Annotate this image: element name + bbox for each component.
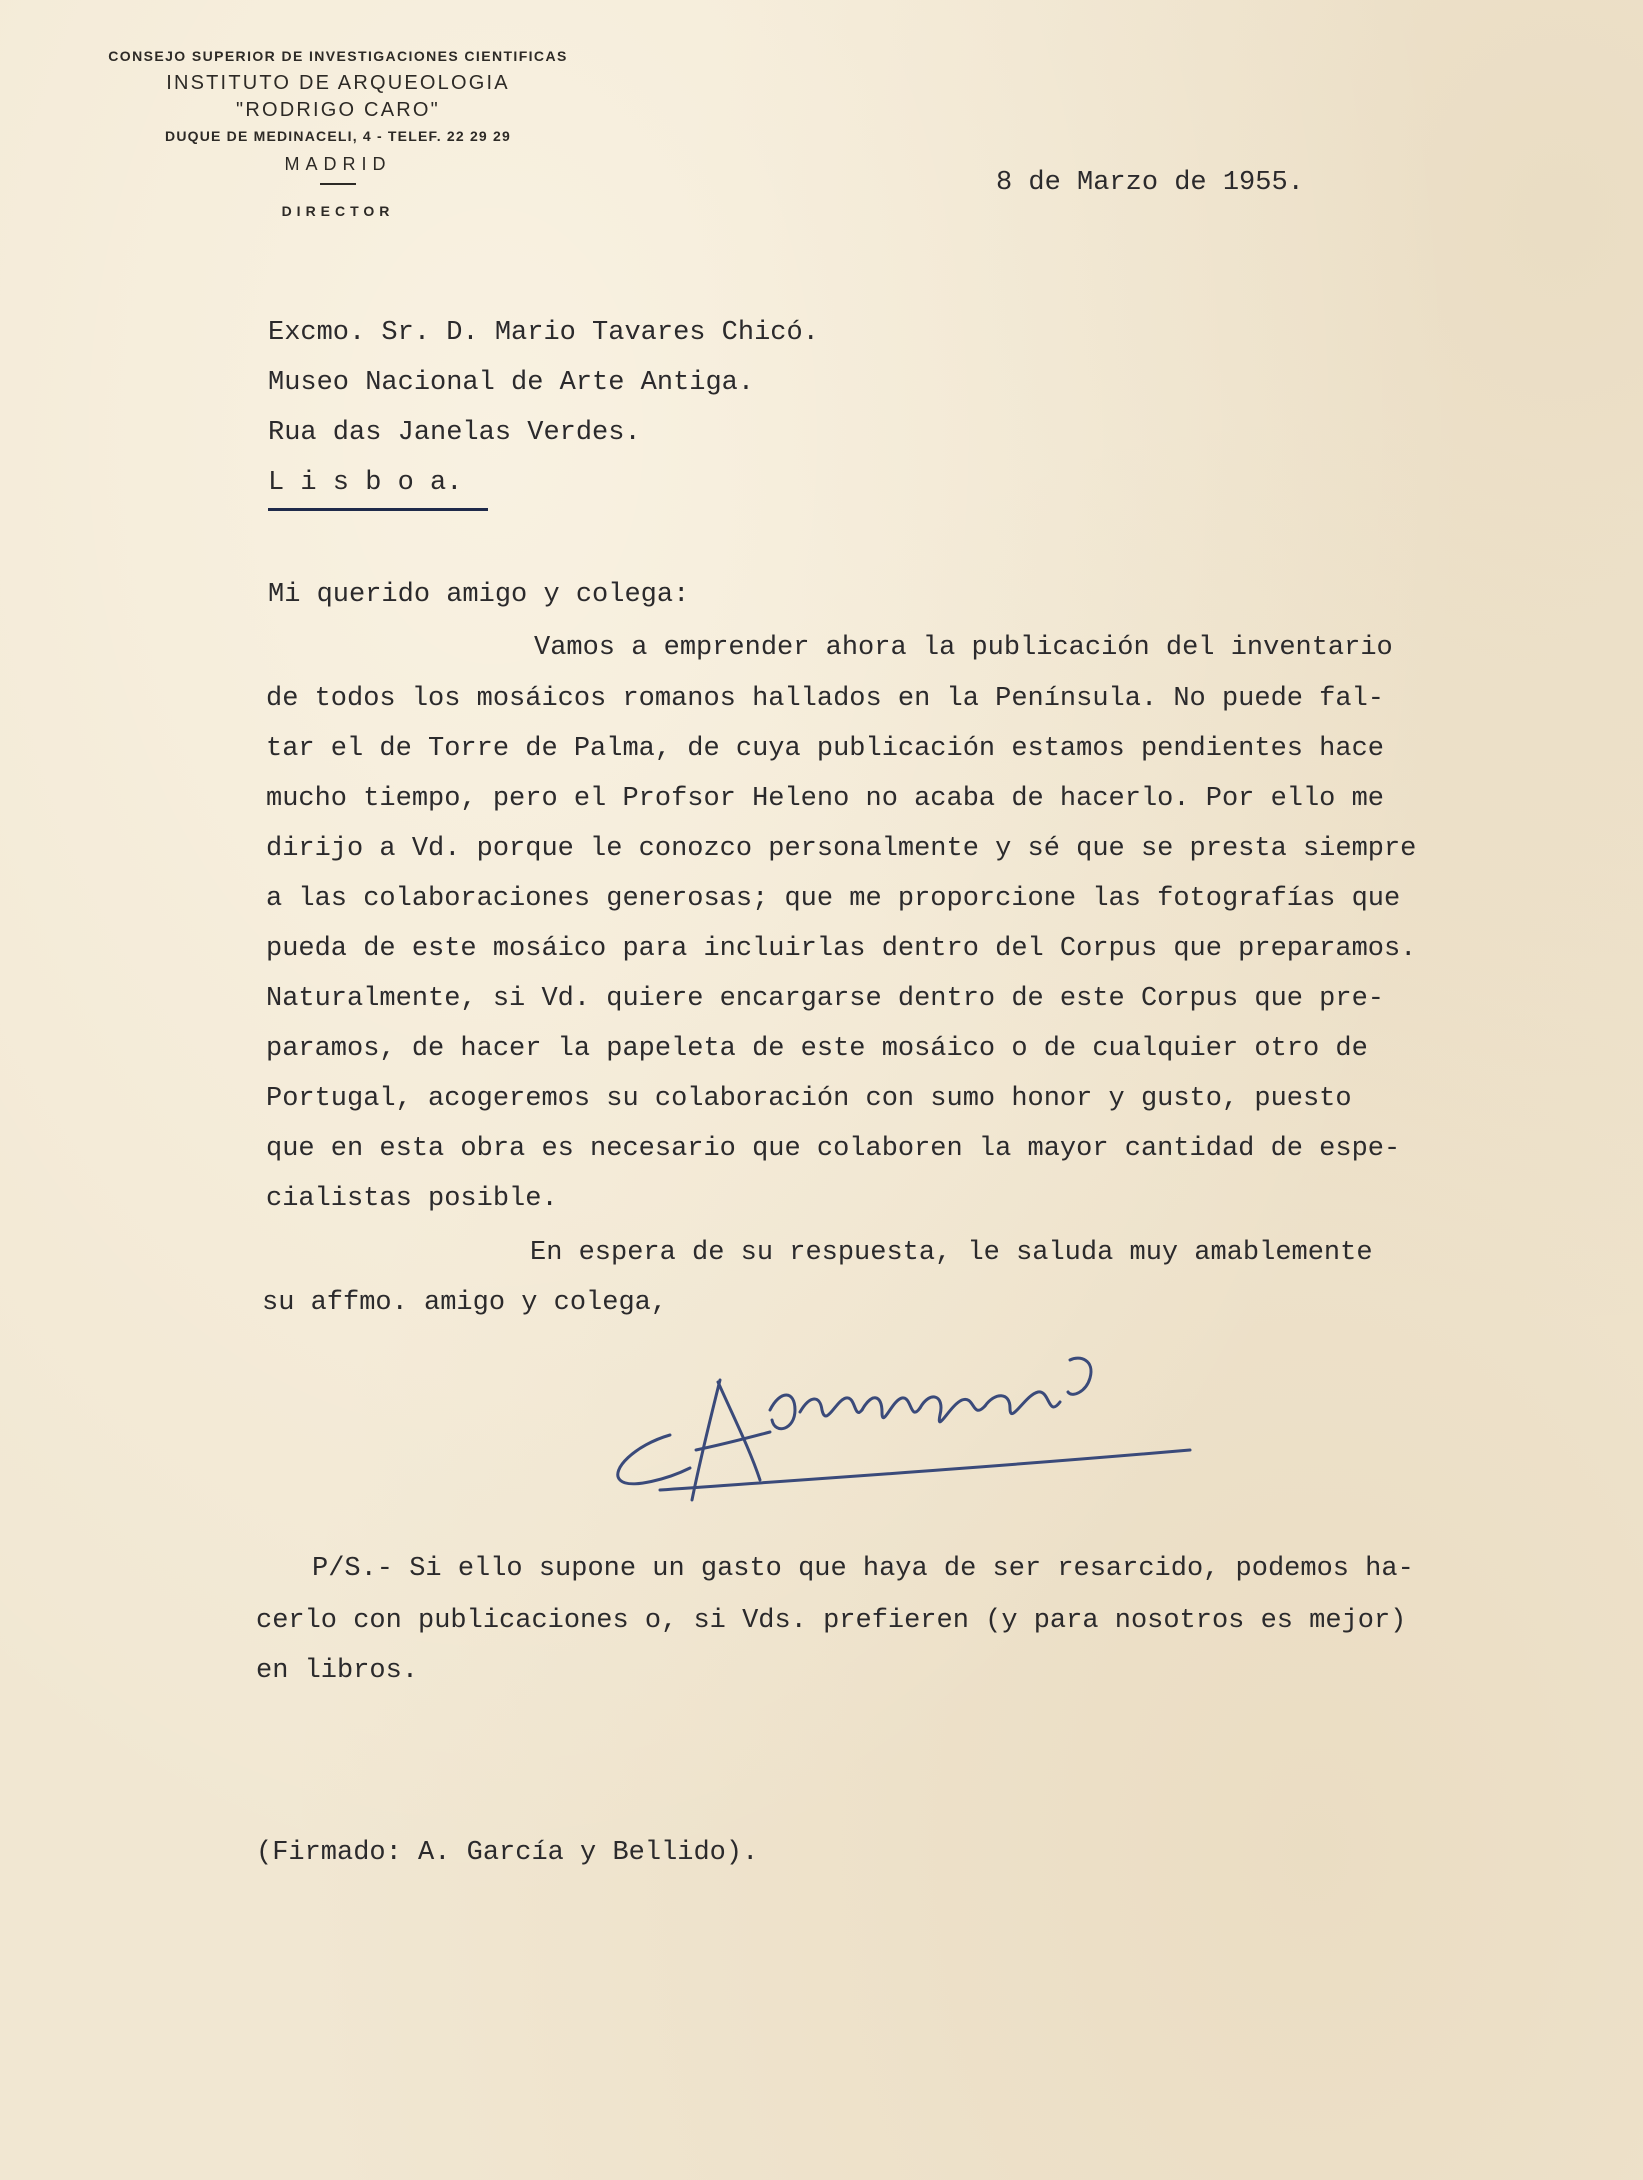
- recipient-name: Excmo. Sr. D. Mario Tavares Chicó.: [268, 318, 819, 348]
- recipient-street: Rua das Janelas Verdes.: [268, 418, 641, 448]
- postscript-line: cerlo con publicaciones o, si Vds. prefieren (y para nosotros es mejor): [256, 1606, 1407, 1636]
- body-line: dirijo a Vd. porque le conozco personalmente y sé que se presta siempre: [266, 834, 1417, 864]
- recipient-underline: [268, 508, 488, 511]
- closing-line: su affmo. amigo y colega,: [262, 1288, 668, 1318]
- letter-date: 8 de Marzo de 1955.: [996, 168, 1304, 198]
- letterhead-institute: INSTITUTO DE ARQUEOLOGIA: [166, 72, 510, 94]
- signed-by: (Firmado: A. García y Bellido).: [256, 1838, 759, 1868]
- letterhead-city: MADRID: [284, 154, 392, 174]
- postscript-line: en libros.: [256, 1656, 419, 1686]
- body-line: pueda de este mosáico para incluirlas dentro del Corpus que preparamos.: [266, 934, 1417, 964]
- letterhead-rule: [320, 183, 356, 185]
- body-line: paramos, de hacer la papeleta de este mosáico o de cualquier otro de: [266, 1034, 1368, 1064]
- closing-line: En espera de su respuesta, le saluda muy amablemente: [530, 1238, 1373, 1268]
- body-line: Vamos a emprender ahora la publicación del inventario: [534, 633, 1393, 663]
- handwritten-signature: [600, 1340, 1220, 1530]
- body-line: mucho tiempo, pero el Profsor Heleno no acaba de hacerlo. Por ello me: [266, 784, 1384, 814]
- salutation: Mi querido amigo y colega:: [268, 580, 690, 610]
- letterhead-name: "RODRIGO CARO": [236, 99, 440, 121]
- body-line: de todos los mosáicos romanos hallados en la Península. No puede fal-: [266, 684, 1384, 714]
- body-line: Naturalmente, si Vd. quiere encargarse dentro de este Corpus que pre-: [266, 984, 1384, 1014]
- body-line: cialistas posible.: [266, 1184, 558, 1214]
- letterhead-role: DIRECTOR: [281, 203, 395, 219]
- body-line: a las colaboraciones generosas; que me proporcione las fotografías que: [266, 884, 1401, 914]
- recipient-institution: Museo Nacional de Arte Antiga.: [268, 368, 755, 398]
- postscript-line: P/S.- Si ello supone un gasto que haya de ser resarcido, podemos ha-: [312, 1554, 1414, 1584]
- body-line: que en esta obra es necesario que colaboren la mayor cantidad de espe-: [266, 1134, 1401, 1164]
- recipient-city: L i s b o a.: [268, 468, 463, 498]
- body-line: Portugal, acogeremos su colaboración con sumo honor y gusto, puesto: [266, 1084, 1352, 1114]
- letterhead-address: DUQUE DE MEDINACELI, 4 - TELEF. 22 29 29: [165, 128, 511, 144]
- body-line: tar el de Torre de Palma, de cuya publicación estamos pendientes hace: [266, 734, 1384, 764]
- letterhead: [68, 48, 608, 219]
- letterhead-council: CONSEJO SUPERIOR DE INVESTIGACIONES CIENTIFICAS: [108, 48, 568, 64]
